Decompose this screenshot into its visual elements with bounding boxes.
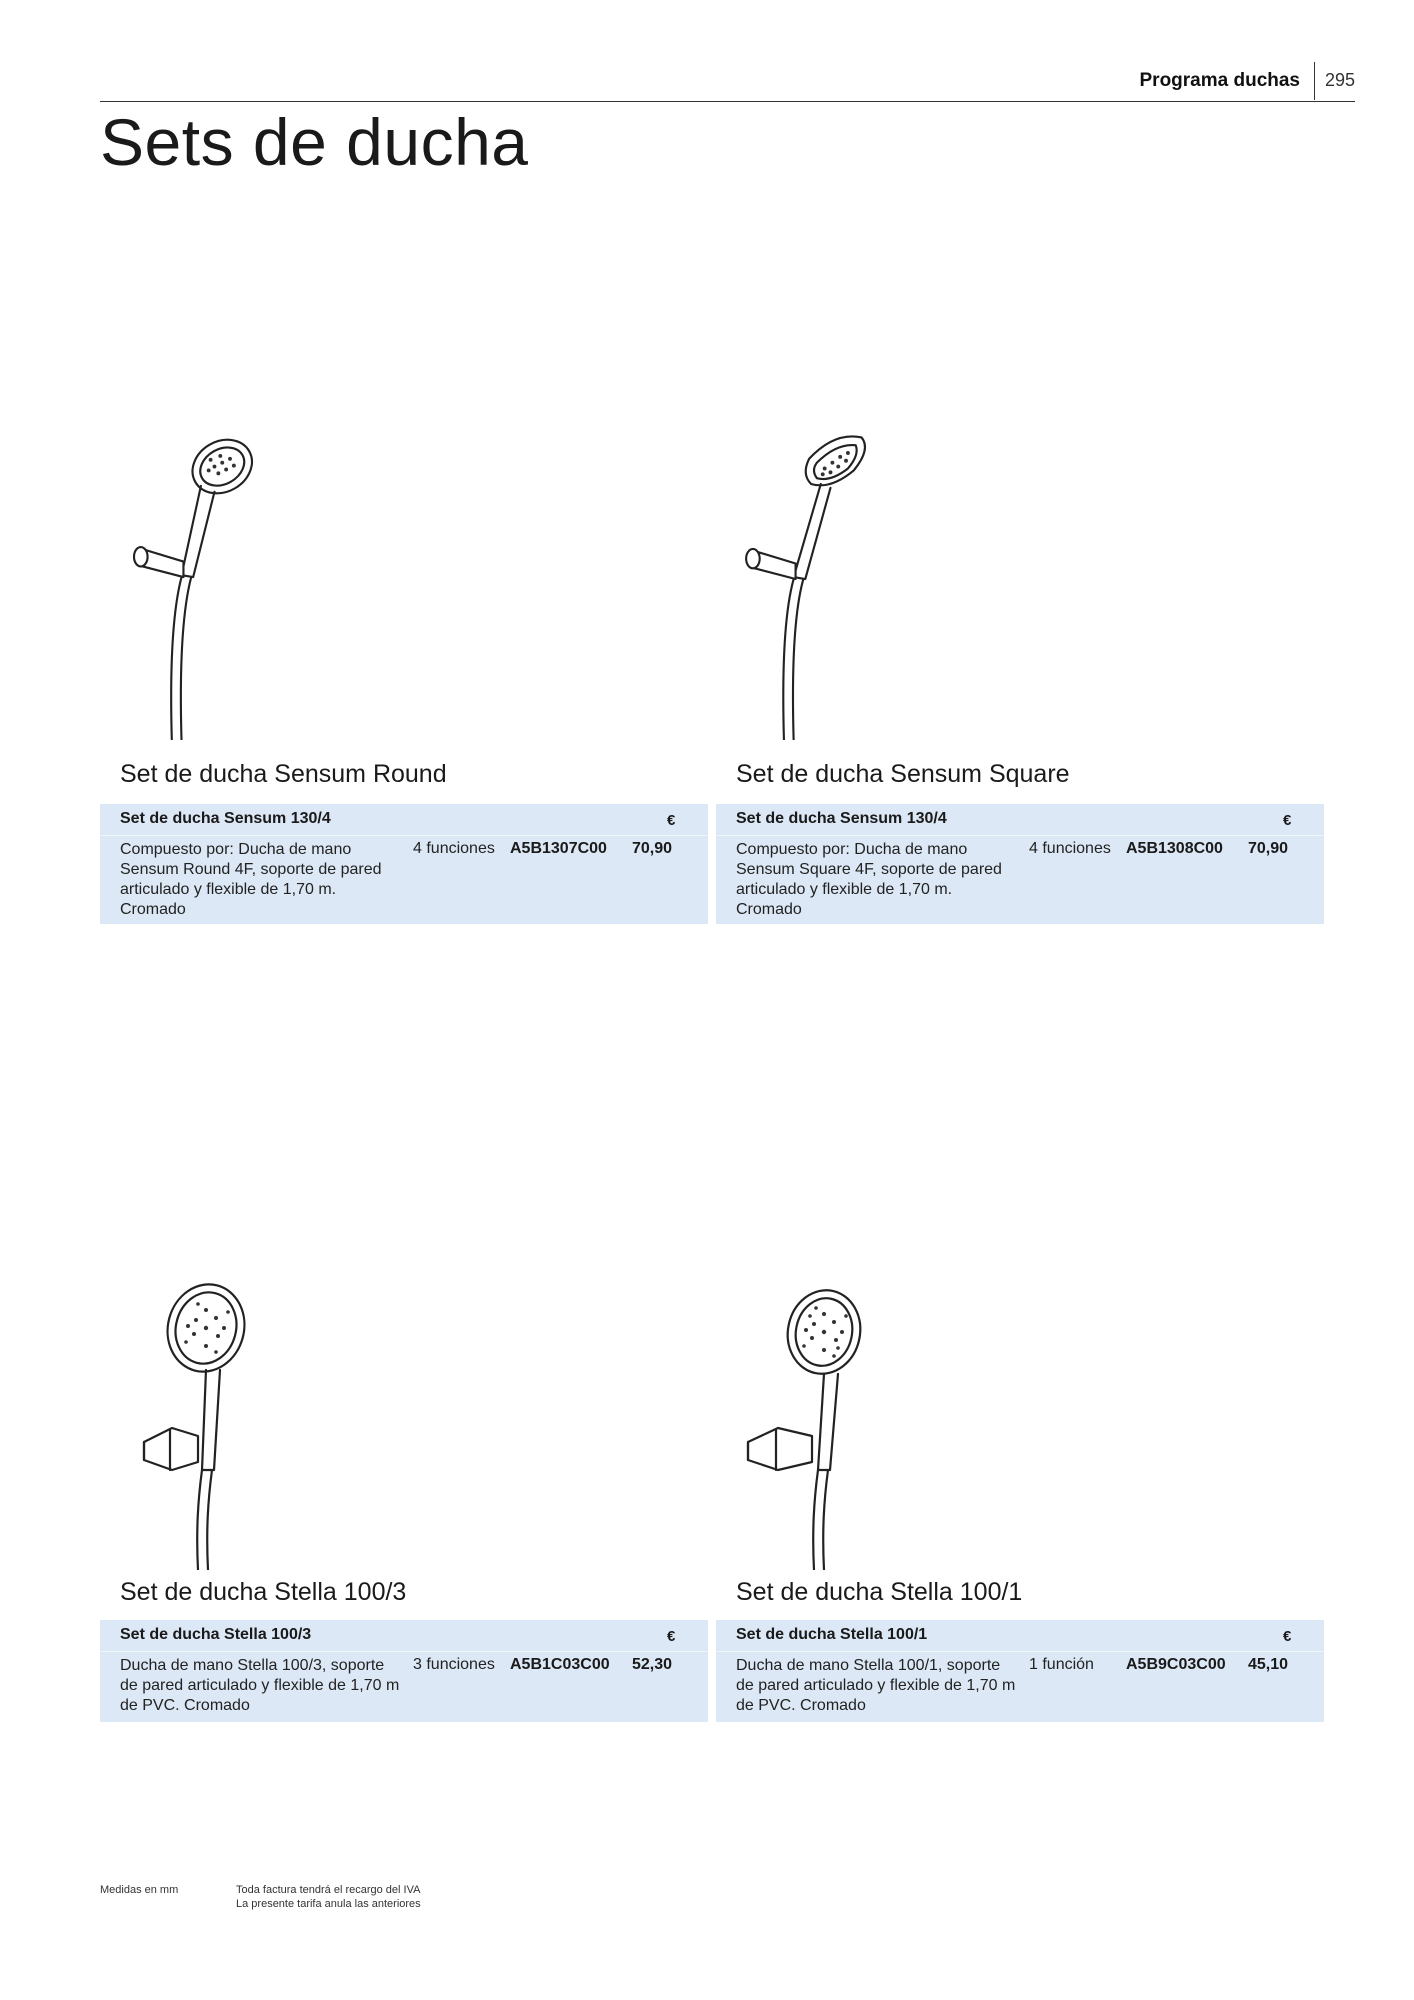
currency-label: € xyxy=(667,812,676,829)
product-table xyxy=(100,804,708,924)
table-divider xyxy=(100,1651,708,1652)
product-title: Set de ducha Sensum Round xyxy=(120,760,447,788)
product-functions: 3 funciones xyxy=(413,1656,495,1673)
product-description: Ducha de mano Stella 100/1, soporte de pared articulado y flexible de 1,70 m de PVC. Cromado xyxy=(736,1657,1016,1714)
table-header: Set de ducha Sensum 130/4 xyxy=(736,810,947,827)
product-price: 45,10 xyxy=(1248,1656,1289,1673)
product-title: Set de ducha Stella 100/1 xyxy=(736,1578,1023,1606)
product-card xyxy=(716,1270,1318,1730)
product-code: A5B9C03C00 xyxy=(1126,1656,1226,1673)
table-header: Set de ducha Stella 100/3 xyxy=(120,1626,312,1643)
product-card xyxy=(100,420,702,940)
product-table xyxy=(716,804,1324,924)
footer-note-vat: Toda factura tendrá el recargo del IVA xyxy=(236,1884,421,1896)
product-functions: 4 funciones xyxy=(1029,840,1111,857)
product-code: A5B1308C00 xyxy=(1126,840,1223,857)
product-title: Set de ducha Stella 100/3 xyxy=(120,1578,407,1606)
product-functions: 4 funciones xyxy=(413,840,495,857)
product-title: Set de ducha Sensum Square xyxy=(736,760,1070,788)
product-card xyxy=(100,1270,702,1730)
product-description: Ducha de mano Stella 100/3, soporte de pared articulado y flexible de 1,70 m de PVC. Cromado xyxy=(120,1657,400,1714)
table-divider xyxy=(716,1651,1324,1652)
product-table xyxy=(716,1620,1324,1722)
product-card xyxy=(716,420,1318,940)
sensum-round-shower-set-illustration xyxy=(110,420,350,740)
product-price: 52,30 xyxy=(632,1656,673,1673)
stella-100-1-shower-set-illustration xyxy=(726,1270,966,1570)
product-description: Compuesto por: Ducha de mano Sensum Round 4F, soporte de pared articulado y flexible de 1,70 m. Cromado xyxy=(120,841,382,918)
product-code: A5B1307C00 xyxy=(510,840,607,857)
currency-label: € xyxy=(1283,812,1292,829)
section-label: Programa duchas xyxy=(1139,70,1300,91)
footer-note-tariff: La presente tarifa anula las anteriores xyxy=(236,1898,421,1910)
page-number: 295 xyxy=(1324,70,1355,90)
product-price: 70,90 xyxy=(632,840,673,857)
page-header xyxy=(100,62,1355,102)
stella-100-3-shower-set-illustration xyxy=(110,1270,350,1570)
table-header: Set de ducha Sensum 130/4 xyxy=(120,810,331,827)
table-header: Set de ducha Stella 100/1 xyxy=(736,1626,928,1643)
header-divider xyxy=(1314,62,1316,100)
currency-label: € xyxy=(667,1628,676,1645)
product-description: Compuesto por: Ducha de mano Sensum Square 4F, soporte de pared articulado y flexible de 1,70 m. Cromado xyxy=(736,841,1002,918)
sensum-square-shower-set-illustration xyxy=(726,420,966,740)
product-functions: 1 función xyxy=(1029,1656,1094,1673)
product-table xyxy=(100,1620,708,1722)
product-code: A5B1C03C00 xyxy=(510,1656,610,1673)
table-divider xyxy=(100,835,708,836)
page-title: Sets de ducha xyxy=(100,105,529,179)
footer-notes xyxy=(236,1883,421,1911)
table-divider xyxy=(716,835,1324,836)
currency-label: € xyxy=(1283,1628,1292,1645)
footer-units: Medidas en mm xyxy=(100,1884,179,1896)
product-price: 70,90 xyxy=(1248,840,1289,857)
